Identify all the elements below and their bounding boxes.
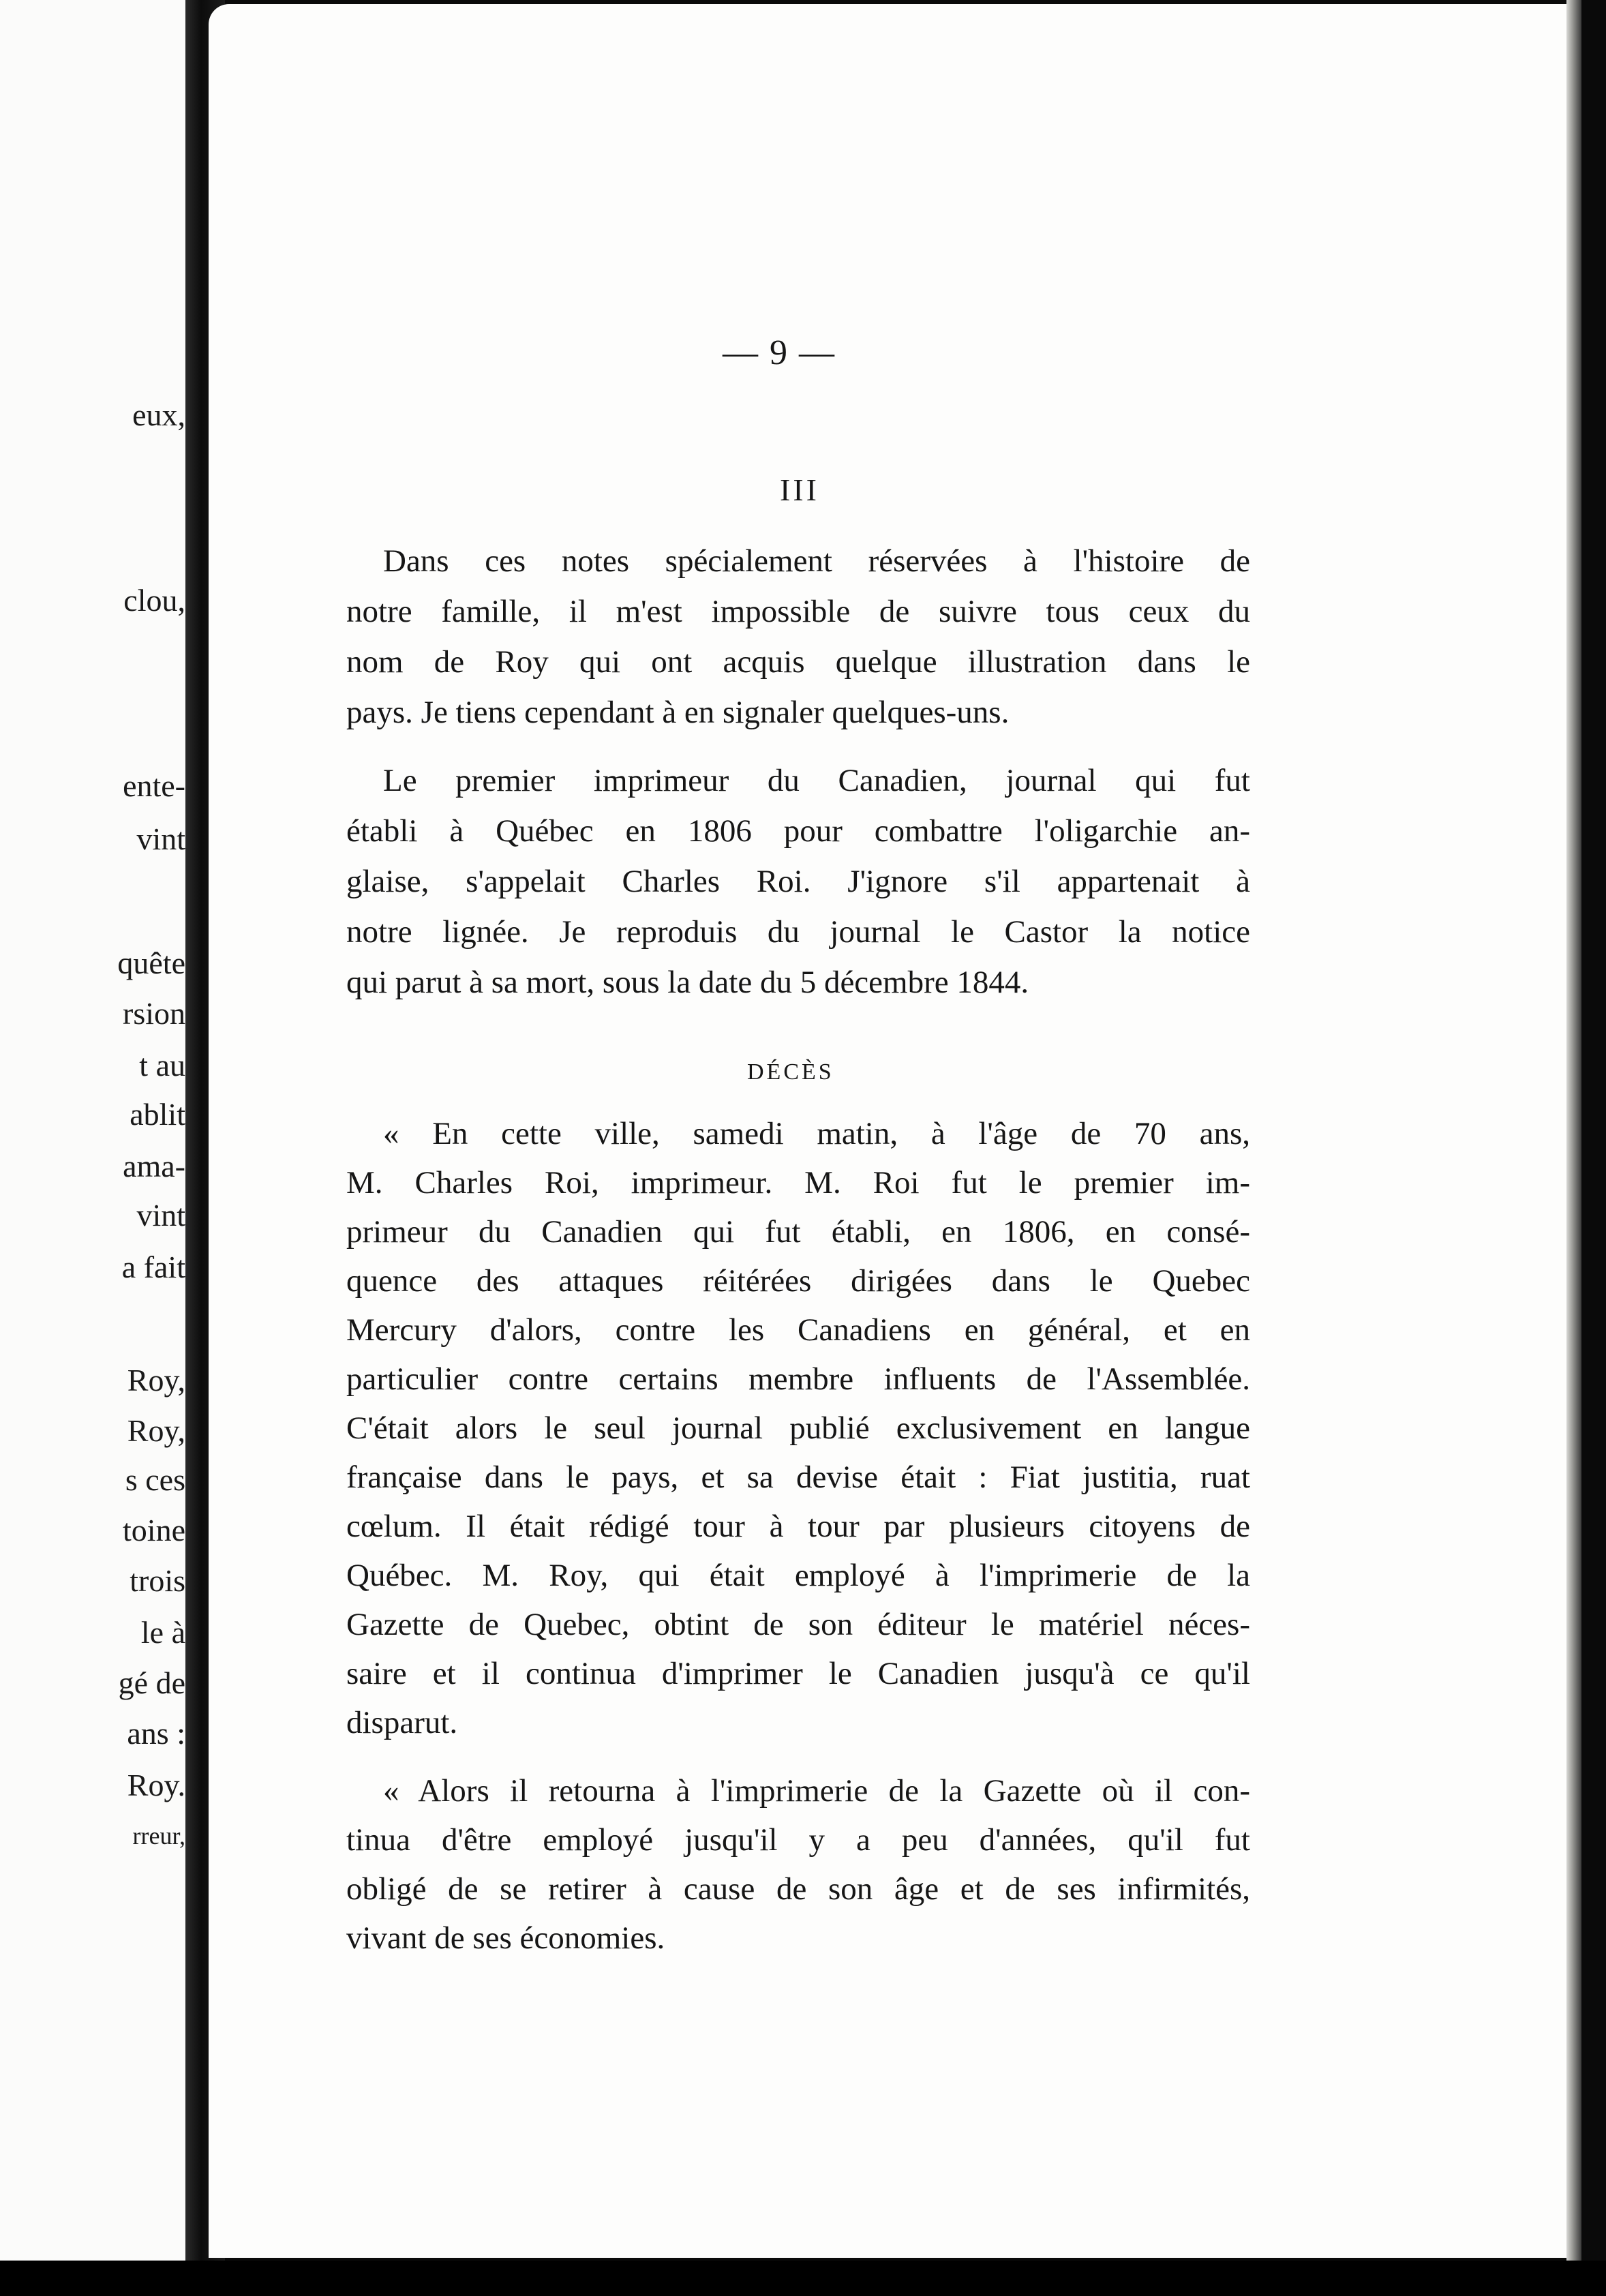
- left-page-fragment-2: clou,: [123, 583, 185, 618]
- paragraph-4-line-3: obligé de se retirer à cause de son âge et de ses infirmités,: [346, 1871, 1250, 1907]
- left-page-fragment-6: rsion: [123, 996, 185, 1031]
- left-page-fragment-15: toine: [123, 1513, 185, 1547]
- page-number: — 9 —: [723, 333, 836, 372]
- left-page-fragment: [0, 0, 185, 2261]
- left-page-fragment-13: Roy,: [127, 1413, 185, 1448]
- paragraph-4-line-2: tinua d'être employé jusqu'il y a peu d'années, qu'il fut: [346, 1822, 1250, 1858]
- left-page-fragment-5: quête: [117, 946, 185, 980]
- scan-bottom-edge: [0, 2261, 1606, 2296]
- left-page-fragment-17: le à: [140, 1615, 185, 1650]
- paragraph-3-line-1: « En cette ville, samedi matin, à l'âge de 70 ans,: [383, 1116, 1250, 1151]
- paragraph-3-line-13: disparut.: [346, 1705, 458, 1740]
- left-page-fragment-7: t au: [139, 1048, 185, 1083]
- left-page-fragment-16: trois: [130, 1563, 185, 1598]
- paragraph-3-line-5: Mercury d'alors, contre les Canadiens en général, et en: [346, 1312, 1250, 1348]
- left-page-fragment-14: s ces: [125, 1462, 185, 1497]
- paragraph-3-line-4: quence des attaques réitérées dirigées dans le Quebec: [346, 1263, 1250, 1299]
- left-page-fragment-8: ablit: [130, 1097, 185, 1132]
- paragraph-2-line-3: glaise, s'appelait Charles Roi. J'ignore s'il appartenait à: [346, 864, 1250, 899]
- left-page-fragment-12: Roy,: [127, 1363, 185, 1398]
- paragraph-3-line-6: particulier contre certains membre influents de l'Assemblée.: [346, 1361, 1250, 1397]
- paragraph-2-line-4: notre lignée. Je reproduis du journal le Castor la notice: [346, 914, 1250, 950]
- paragraph-3-line-3: primeur du Canadien qui fut établi, en 1806, en consé-: [346, 1214, 1250, 1250]
- paragraph-3-line-9: cœlum. Il était rédigé tour à tour par plusieurs citoyens de: [346, 1509, 1250, 1544]
- left-page-fragment-20: Roy.: [127, 1768, 185, 1802]
- page-edge: [1566, 0, 1581, 2261]
- paragraph-4-line-4: vivant de ses économies.: [346, 1920, 665, 1956]
- section-subheading: DÉCÈS: [747, 1059, 834, 1085]
- left-page-fragment-11: a fait: [121, 1250, 185, 1284]
- paragraph-3-line-7: C'était alors le seul journal publié exclusivement en langue: [346, 1410, 1250, 1446]
- left-page-fragment-1: eux,: [132, 397, 185, 432]
- paragraph-2-line-2: établi à Québec en 1806 pour combattre l'oligarchie an-: [346, 813, 1250, 849]
- left-page-fragment-18: gé de: [118, 1665, 185, 1700]
- paragraph-3-line-2: M. Charles Roi, imprimeur. M. Roi fut le premier im-: [346, 1165, 1250, 1200]
- paragraph-2-line-5: qui parut à sa mort, sous la date du 5 décembre 1844.: [346, 965, 1029, 1000]
- left-page-fragment-4: vint: [136, 821, 185, 856]
- paragraph-3-line-11: Gazette de Quebec, obtint de son éditeur le matériel néces-: [346, 1607, 1250, 1642]
- left-page-fragment-3: ente-: [123, 768, 185, 803]
- paragraph-4-line-1: « Alors il retourna à l'imprimerie de la Gazette où il con-: [383, 1773, 1250, 1809]
- left-page-fragment-21: rreur,: [132, 1822, 185, 1849]
- left-page-fragment-19: ans :: [127, 1716, 185, 1751]
- paragraph-1-line-3: nom de Roy qui ont acquis quelque illustration dans le: [346, 644, 1250, 680]
- left-page-fragment-9: ama-: [123, 1149, 185, 1183]
- paragraph-3-line-10: Québec. M. Roy, qui était employé à l'imprimerie de la: [346, 1558, 1250, 1593]
- paragraph-1-line-1: Dans ces notes spécialement réservées à l'histoire de: [383, 543, 1250, 579]
- paragraph-1-line-4: pays. Je tiens cependant à en signaler quelques-uns.: [346, 695, 1010, 730]
- paragraph-1-line-2: notre famille, il m'est impossible de suivre tous ceux du: [346, 594, 1250, 629]
- paragraph-2-line-1: Le premier imprimeur du Canadien, journal qui fut: [383, 763, 1250, 798]
- chapter-heading: III: [780, 472, 819, 507]
- paragraph-3-line-12: saire et il continua d'imprimer le Canadien jusqu'à ce qu'il: [346, 1656, 1250, 1691]
- paragraph-3-line-8: française dans le pays, et sa devise était : Fiat justitia, ruat: [346, 1460, 1250, 1495]
- left-page-fragment-10: vint: [136, 1198, 185, 1233]
